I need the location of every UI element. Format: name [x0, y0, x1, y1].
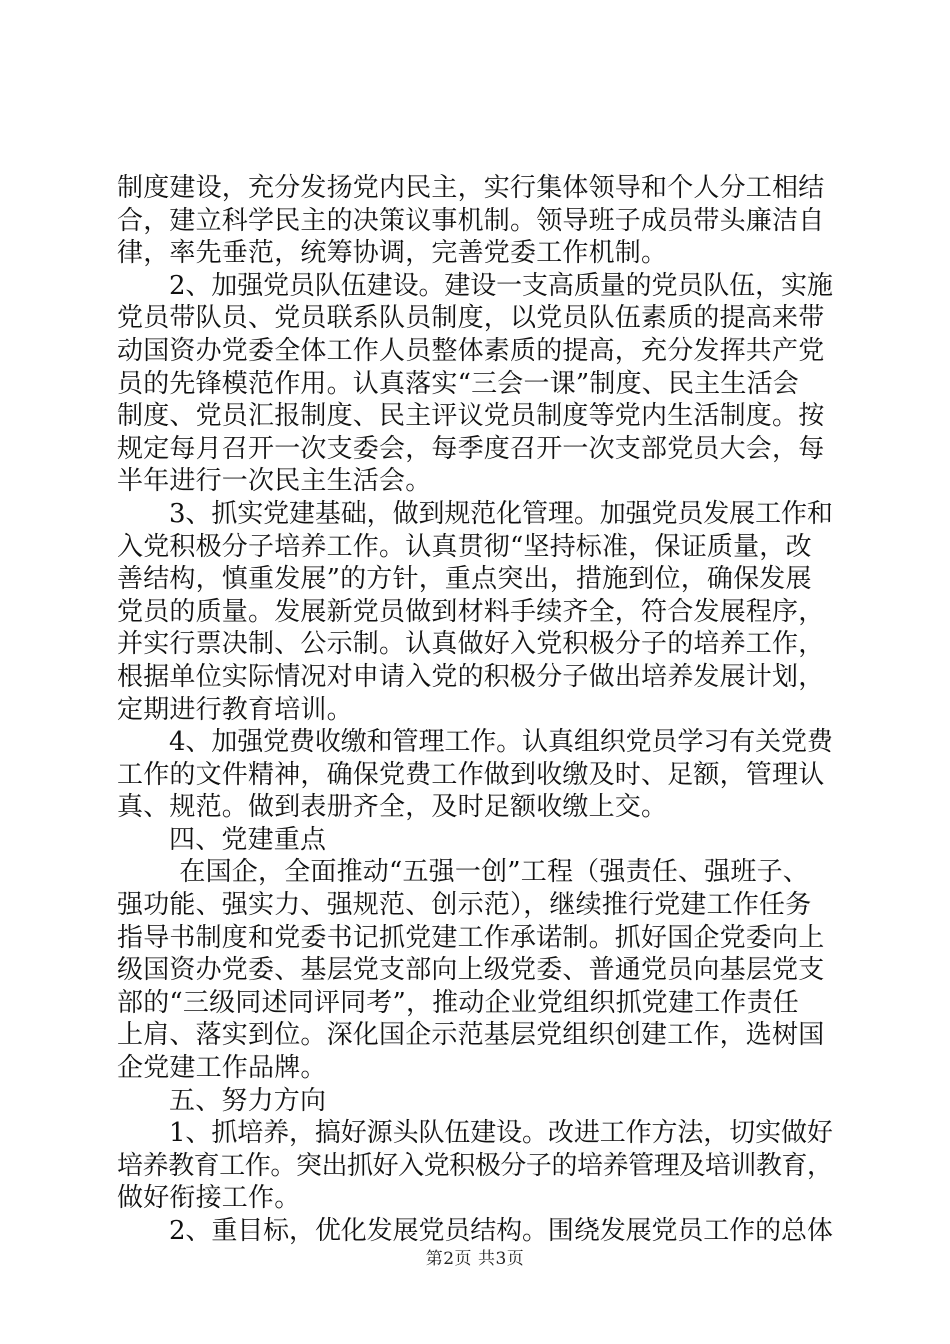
- text-line: 制度、党员汇报制度、民主评议党员制度等党内生活制度。按: [117, 401, 825, 432]
- text-line: 并实行票决制、公示制。认真做好入党积极分子的培养工作，: [117, 629, 825, 660]
- text-line: 1、抓培养，搞好源头队伍建设。改进工作方法，切实做好: [169, 1118, 833, 1149]
- text-line: 真、规范。做到表册齐全，及时足额收缴上交。: [117, 792, 668, 823]
- text-line: 律，率先垂范，统筹协调，完善党委工作机制。: [117, 238, 668, 269]
- page-footer: [0, 1244, 950, 1269]
- text-line: 强功能、强实力、强规范、创示范），继续推行党建工作任务: [117, 890, 812, 921]
- text-line: 级国资办党委、基层党支部向上级党委、普通党员向基层党支: [117, 955, 825, 986]
- text-line: 合，建立科学民主的决策议事机制。领导班子成员带头廉洁自: [117, 205, 825, 236]
- text-line: 制度建设，充分发扬党内民主，实行集体领导和个人分工相结: [117, 173, 825, 203]
- text-line: 部的“三级同述同评同考”，推动企业党组织抓党建工作责任: [117, 987, 799, 1018]
- text-line: 党员的质量。发展新党员做到材料手续齐全，符合发展程序，: [117, 596, 825, 627]
- text-line: 2、加强党员队伍建设。建设一支高质量的党员队伍，实施: [169, 270, 833, 301]
- text-line: 工作的文件精神，确保党费工作做到收缴及时、足额，管理认: [117, 759, 825, 790]
- text-line: 指导书制度和党委书记抓党建工作承诺制。抓好国企党委向上: [117, 922, 825, 953]
- text-line: 2、重目标，优化发展党员结构。围绕发展党员工作的总体: [169, 1216, 833, 1246]
- text-line: 党员带队员、党员联系队员制度，以党员队伍素质的提高来带: [117, 303, 825, 334]
- document-body: [117, 172, 833, 1248]
- text-line: 四、党建重点: [169, 824, 327, 855]
- text-line: 半年进行一次民主生活会。: [117, 466, 432, 497]
- text-line: 员的先锋模范作用。认真落实“三会一课”制度、民主生活会: [117, 368, 799, 399]
- text-line: 4、加强党费收缴和管理工作。认真组织党员学习有关党费: [169, 727, 833, 758]
- page-number-label: 第2页 共3页: [425, 1249, 525, 1269]
- text-line: 五、努力方向: [169, 1085, 327, 1116]
- text-line: 善结构，慎重发展”的方针，重点突出，措施到位，确保发展: [117, 564, 812, 595]
- text-line: 培养教育工作。突出抓好入党积极分子的培养管理及培训教育，: [117, 1150, 833, 1181]
- text-line: 3、抓实党建基础，做到规范化管理。加强党员发展工作和: [169, 498, 833, 529]
- text-line: 定期进行教育培训。: [117, 694, 353, 725]
- text-line: 做好衔接工作。: [117, 1183, 301, 1214]
- text-line: 规定每月召开一次支委会，每季度召开一次支部党员大会，每: [117, 433, 825, 464]
- text-line: 企党建工作品牌。: [117, 1053, 327, 1084]
- text-line: 入党积极分子培养工作。认真贯彻“坚持标准，保证质量，改: [117, 531, 812, 562]
- text-line: 动国资办党委全体工作人员整体素质的提高，充分发挥共产党: [117, 335, 825, 366]
- text-line: 根据单位实际情况对申请入党的积极分子做出培养发展计划，: [117, 661, 825, 692]
- text-line: 上肩、落实到位。深化国企示范基层党组织创建工作，选树国: [117, 1020, 825, 1051]
- text-line: 在国企，全面推动“五强一创”工程（强责任、强班子、: [179, 857, 809, 888]
